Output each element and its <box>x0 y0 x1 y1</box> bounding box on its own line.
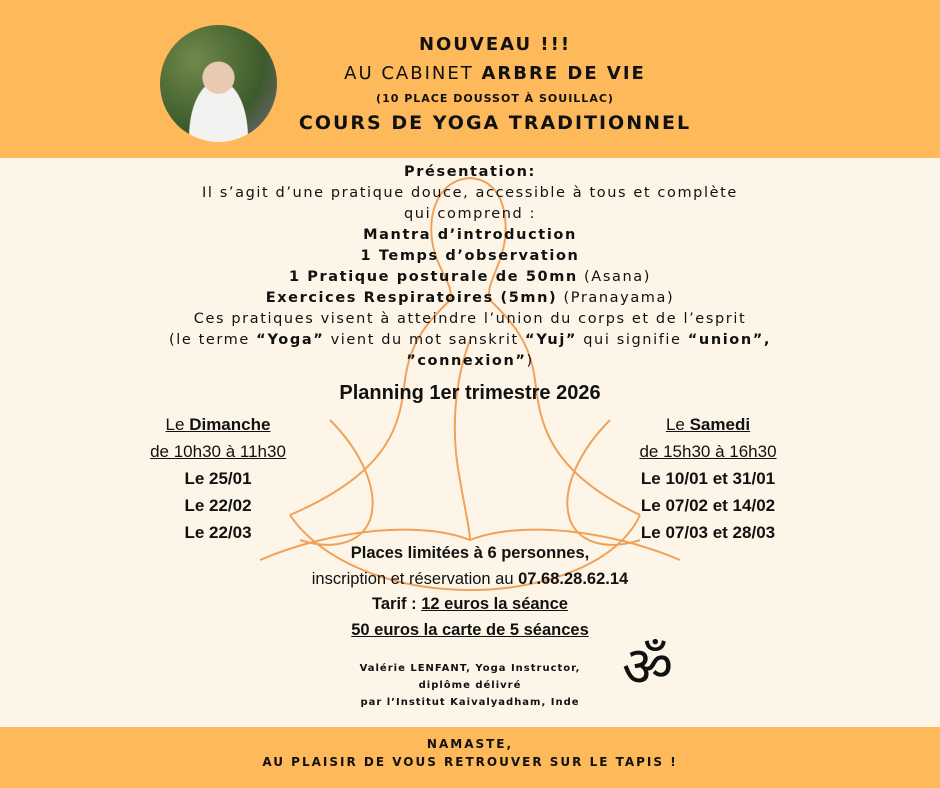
etym-yoga: “Yoga” <box>256 332 325 348</box>
header-new: NOUVEAU !!! <box>418 34 572 55</box>
credit-name: Valérie LENFANT, Yoga Instructor, <box>359 663 581 674</box>
header-address: (10 PLACE DOUSSOT À SOUILLAC) <box>376 92 614 105</box>
day-prefix: Le <box>665 415 690 434</box>
saturday-date: Le 07/03 et 28/03 <box>640 523 776 542</box>
planning-saturday <box>598 411 818 546</box>
presentation-intro: Il s’agit d’une pratique douce, accessible à tous et complète <box>202 185 738 201</box>
item-posture-bold: 1 Pratique posturale de 50mn <box>288 269 578 285</box>
credit-institute: par l’Institut Kaivalyadham, Inde <box>360 697 580 708</box>
item-posture-rest: (Asana) <box>577 269 652 285</box>
sunday-date: Le 22/03 <box>184 523 252 542</box>
item-mantra: Mantra d’introduction <box>363 227 577 243</box>
saturday-day <box>598 411 818 438</box>
day-name: Dimanche <box>189 415 271 434</box>
header-course-title: COURS DE YOGA TRADITIONNEL <box>298 112 692 134</box>
saturday-date: Le 10/01 et 31/01 <box>640 469 776 488</box>
etym-text: ) <box>526 353 534 369</box>
footer-namaste: NAMASTE, <box>426 737 514 751</box>
etym-connexion: ”connexion” <box>406 353 527 369</box>
sunday-date: Le 22/02 <box>184 496 252 515</box>
item-breathing <box>0 288 940 309</box>
tarif <box>0 592 940 618</box>
places-limit: Places limitées à 6 personnes, <box>350 544 590 562</box>
sunday-hours: de 10h30 à 11h30 <box>150 442 286 461</box>
etym-union: “union”, <box>687 332 772 348</box>
info-section <box>0 541 940 643</box>
tarif-value: 12 euros la séance <box>421 595 568 613</box>
credit-diploma: diplôme délivré <box>418 680 522 691</box>
footer-message: AU PLAISIR DE VOUS RETROUVER SUR LE TAPIS ! <box>262 755 678 769</box>
tarif-label: Tarif : <box>372 595 422 613</box>
day-name: Samedi <box>689 415 751 434</box>
planning-title: Planning 1er trimestre 2026 <box>339 382 601 404</box>
phone-number[interactable]: 07.68.28.62.14 <box>518 569 629 588</box>
footer-text <box>0 735 940 771</box>
etym-text: qui signifie <box>577 332 688 348</box>
item-breathing-bold: Exercices Respiratoires (5mn) <box>265 290 558 306</box>
item-posture <box>0 267 940 288</box>
etym-text: (le terme <box>168 332 257 348</box>
saturday-hours: de 15h30 à 16h30 <box>639 442 777 461</box>
reservation <box>0 567 940 593</box>
reservation-text: inscription et réservation au <box>311 569 519 588</box>
presentation-goal: Ces pratiques visent à atteindre l’union du corps et de l’esprit <box>193 311 747 327</box>
etymology <box>0 330 940 351</box>
etymology-2 <box>0 351 940 372</box>
om-icon: ॐ <box>622 635 674 700</box>
cabinet-prefix: AU CABINET <box>344 63 482 84</box>
carte-price: 50 euros la carte de 5 séances <box>351 620 589 639</box>
cabinet-name: ARBRE DE VIE <box>481 63 646 84</box>
instructor-credit <box>320 660 620 711</box>
presentation-title: Présentation: <box>404 164 536 180</box>
saturday-date: Le 07/02 et 14/02 <box>640 496 776 515</box>
presentation-intro-2: qui comprend : <box>403 206 537 222</box>
etym-yuj: “Yuj” <box>524 332 578 348</box>
item-breathing-rest: (Pranayama) <box>557 290 675 306</box>
presentation-section <box>0 162 940 372</box>
planning-sunday <box>118 411 318 546</box>
sunday-day <box>118 411 318 438</box>
etym-text: vient du mot sanskrit <box>324 332 525 348</box>
sunday-date: Le 25/01 <box>184 469 252 488</box>
item-observation: 1 Temps d’observation <box>360 248 580 264</box>
day-prefix: Le <box>165 415 190 434</box>
